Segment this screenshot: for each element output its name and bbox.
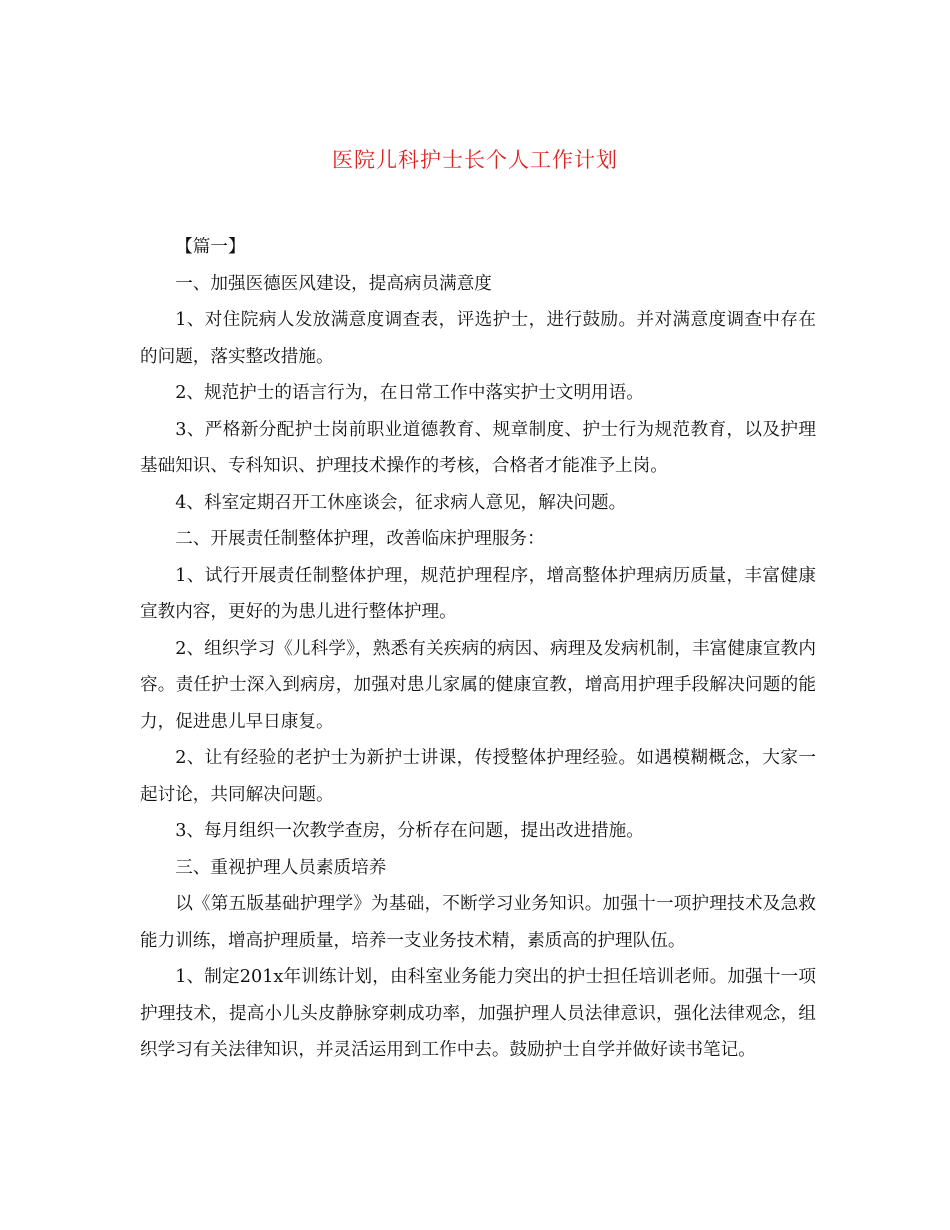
paragraph: 以《第五版基础护理学》为基础，不断学习业务知识。加强十一项护理技术及急救能力训练，增高护理质量，培养一支业务技术精，素质高的护理队伍。 [140, 894, 816, 951]
paragraph: 3、严格新分配护士岗前职业道德教育、规章制度、护士行为规范教育，以及护理基础知识、专科知识、护理技术操作的考核，合格者才能准予上岗。 [140, 419, 816, 476]
paragraph: 1、对住院病人发放满意度调查表，评选护士，进行鼓励。并对满意度调查中存在的问题，落实整改措施。 [140, 310, 816, 367]
paragraph: 3、每月组织一次教学查房，分析存在问题，提出改进措施。 [175, 821, 644, 841]
paragraph: 2、组织学习《儿科学》，熟悉有关疾病的病因、病理及发病机制，丰富健康宣教内容。责任护士深入到病房，加强对患儿家属的健康宣教，增高用护理手段解决问题的能力，促进患儿早日康复。 [140, 638, 816, 732]
heading-2: 二、开展责任制整体护理，改善临床护理服务： [175, 529, 545, 549]
paragraph: 1、试行开展责任制整体护理，规范护理程序，增高整体护理病历质量，丰富健康宣教内容，更好的为患儿进行整体护理。 [140, 565, 816, 622]
section-label: 【篇一】 [175, 237, 246, 257]
paragraph: 2、让有经验的老护士为新护士讲课，传授整体护理经验。如遇模糊概念，大家一起讨论，共同解决问题。 [140, 748, 816, 805]
paragraph: 1、制定201x年训练计划，由科室业务能力突出的护士担任培训老师。加强十一项护理技术，提高小儿头皮静脉穿刺成功率，加强护理人员法律意识，强化法律观念，组织学习有关法律知识，并灵活运用到工作中去。鼓励护士自学并做好读书笔记。 [140, 967, 816, 1060]
document-title: 医院儿科护士长个人工作计划 [332, 148, 618, 172]
heading-3: 三、重视护理人员素质培养 [175, 857, 387, 878]
document-body [140, 229, 816, 1069]
heading-1: 一、加强医德医风建设，提高病员满意度 [175, 273, 492, 294]
paragraph: 4、科室定期召开工休座谈会，征求病人意见，解决问题。 [175, 492, 627, 513]
paragraph: 2、规范护士的语言行为，在日常工作中落实护士文明用语。 [175, 383, 644, 403]
